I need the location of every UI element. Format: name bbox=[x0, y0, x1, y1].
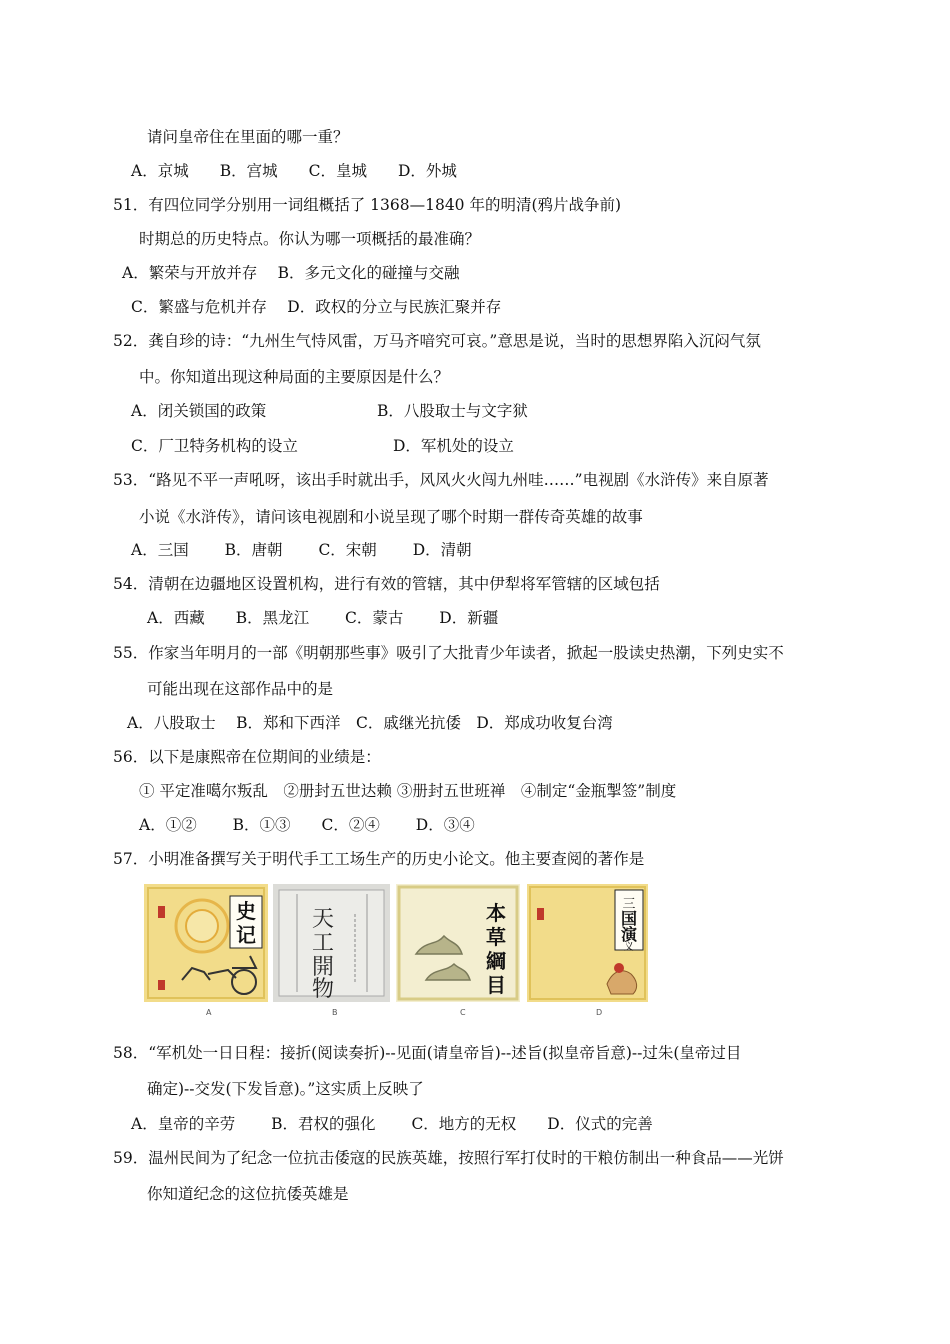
q50-options: A．京城 B．宫城 C．皇城 D．外城 bbox=[131, 162, 457, 180]
book-a-title: 史 bbox=[236, 899, 256, 923]
svg-text:綱: 綱 bbox=[486, 949, 506, 973]
q55-question: 55．作家当年明月的一部《明朝那些事》吸引了大批青少年读者，掀起一股读史热潮，下列史实不 bbox=[113, 644, 784, 662]
q54-question: 54．清朝在边疆地区设置机构，进行有效的管辖，其中伊犁将军管辖的区域包括 bbox=[113, 575, 660, 593]
svg-text:草: 草 bbox=[486, 925, 506, 949]
q52-option-c: C．厂卫特务机构的设立 bbox=[131, 437, 298, 455]
q52-option-a: A．闭关锁国的政策 bbox=[131, 402, 267, 420]
q59-question: 59．温州民间为了纪念一位抗击倭寇的民族英雄，按照行军打仗时的干粮仿制出一种食品——光饼 bbox=[113, 1149, 784, 1167]
svg-text:义: 义 bbox=[624, 942, 634, 953]
book-cover-c bbox=[396, 884, 520, 1002]
q52-option-d: D．军机处的设立 bbox=[393, 437, 514, 455]
q53-question: 53．“路见不平一声吼呀，该出手时就出手，风风火火闯九州哇……”电视剧《水浒传》来自原著 bbox=[113, 471, 769, 489]
q52-continuation: 中。你知道出现这种局面的主要原因是什么？ bbox=[139, 368, 450, 386]
q55-continuation: 可能出现在这部作品中的是 bbox=[147, 680, 334, 698]
q50-continuation: 请问皇帝住在里面的哪一重？ bbox=[147, 128, 349, 146]
book-cover-d bbox=[527, 884, 648, 1002]
book-a-label: A bbox=[206, 1008, 212, 1017]
book-c-label: C bbox=[460, 1008, 466, 1017]
q56-question: 56．以下是康熙帝在位期间的业绩是： bbox=[113, 748, 381, 766]
book-cover-a bbox=[144, 884, 268, 1002]
q52-question: 52．龚自珍的诗：“九州生气恃风雷，万马齐喑究可哀。”意思是说，当时的思想界陷入沉闷气氛 bbox=[113, 332, 761, 350]
q58-question: 58．“军机处一日日程：接折(阅读奏折)--见面(请皇帝旨)--述旨(拟皇帝旨意)--过朱(皇帝过目 bbox=[113, 1044, 742, 1062]
q58-options: A．皇帝的辛劳 B．君权的强化 C．地方的无权 D．仪式的完善 bbox=[131, 1115, 653, 1133]
q58-continuation: 确定)--交发(下发旨意)。”这实质上反映了 bbox=[147, 1080, 424, 1098]
svg-text:目: 目 bbox=[486, 973, 506, 997]
book-cover-b bbox=[273, 884, 390, 1002]
q56-items: ① 平定准噶尔叛乱 ②册封五世达赖 ③册封五世班禅 ④制定“金瓶掣签”制度 bbox=[139, 782, 677, 800]
svg-text:開: 開 bbox=[311, 955, 335, 980]
q52-option-b: B．八股取士与文字狱 bbox=[377, 402, 528, 420]
q56-options: A．①② B．①③ C．②④ D．③④ bbox=[139, 816, 475, 834]
svg-text:天: 天 bbox=[311, 907, 335, 932]
svg-text:物: 物 bbox=[311, 977, 335, 1002]
q51-options-ab: A．繁荣与开放并存 B．多元文化的碰撞与交融 bbox=[122, 264, 460, 282]
q53-continuation: 小说《水浒传》，请问该电视剧和小说呈现了哪个时期一群传奇英雄的故事 bbox=[139, 508, 643, 526]
svg-text:三: 三 bbox=[622, 897, 636, 912]
q53-options: A．三国 B．唐朝 C．宋朝 D．清朝 bbox=[131, 541, 472, 559]
svg-text:演: 演 bbox=[620, 925, 638, 944]
q57-question: 57．小明准备撰写关于明代手工工场生产的历史小论文。他主要查阅的著作是 bbox=[113, 850, 645, 868]
book-d-label: D bbox=[596, 1008, 603, 1017]
svg-text:记: 记 bbox=[236, 923, 256, 947]
q55-options: A．八股取士 B．郑和下西洋 C．戚继光抗倭 D．郑成功收复台湾 bbox=[127, 714, 613, 732]
q59-continuation: 你知道纪念的这位抗倭英雄是 bbox=[147, 1185, 349, 1203]
q51-continuation: 时期总的历史特点。你认为哪一项概括的最准确？ bbox=[139, 230, 481, 248]
q54-options: A．西藏 B．黑龙江 C．蒙古 D．新疆 bbox=[147, 609, 499, 627]
q51-options-cd: C．繁盛与危机并存 D．政权的分立与民族汇聚并存 bbox=[131, 298, 502, 316]
svg-text:本: 本 bbox=[486, 901, 506, 925]
q51-question: 51．有四位同学分别用一词组概括了 1368—1840 年的明清(鸦片战争前) bbox=[113, 196, 622, 214]
book-b-label: B bbox=[332, 1008, 338, 1017]
svg-text:工: 工 bbox=[311, 931, 335, 956]
svg-text:国: 国 bbox=[620, 909, 638, 928]
